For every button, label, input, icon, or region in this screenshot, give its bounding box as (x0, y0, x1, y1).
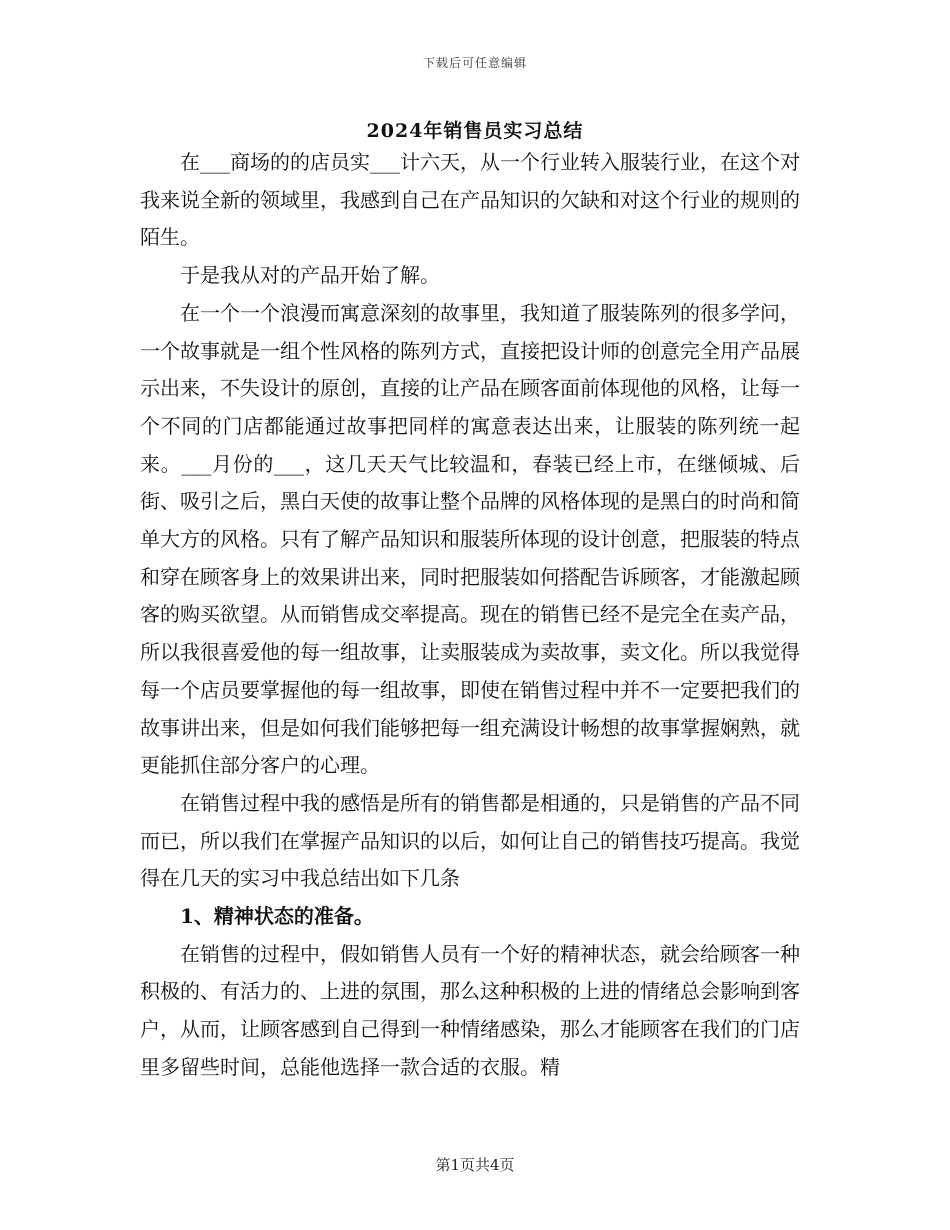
document-title: 2024年销售员实习总结 (366, 120, 584, 142)
paragraph: 在一个一个浪漫而寓意深刻的故事里，我知道了服装陈列的很多学问，一个故事就是一组个性风格的陈列方式，直接把设计师的创意完全用产品展示出来，不失设计的原创，直接的让产品在顾客面前体现他的风格，让每一个不同的门店都能通过故事把同样的寓意表达出来，让服装的陈列统一起来。___月份的___，这几天天气比较温和，春装已经上市，在继倾城、后街、吸引之后，黑白天使的故事让整个品牌的风格体现的是黑白的时尚和简单大方的风格。只有了解产品知识和服装所体现的设计创意，把服装的特点和穿在顾客身上的效果讲出来，同时把服装如何搭配告诉顾客，才能激起顾客的购买欲望。从而销售成交率提高。现在的销售已经不是完全在卖产品，所以我很喜爱他的每一组故事，让卖服装成为卖故事，卖文化。所以我觉得每一个店员要掌握他的每一组故事，即使在销售过程中并不一定要把我们的故事讲出来，但是如何我们能够把每一组充满设计畅想的故事掌握娴熟，就更能抓住部分客户的心理。 (140, 300, 800, 778)
document-body (140, 144, 800, 1087)
section-heading: 1、精神状态的准备。 (180, 904, 374, 929)
paragraph: 于是我从对的产品开始了解。 (180, 263, 440, 288)
paragraph: 在销售过程中我的感悟是所有的销售都是相通的，只是销售的产品不同而已，所以我们在掌握产品知识的以后，如何让自己的销售技巧提高。我觉得在几天的实习中我总结出如下几条 (140, 790, 800, 891)
page-header: 下载后可任意编辑 (422, 56, 527, 70)
paragraph: 在销售的过程中，假如销售人员有一个好的精神状态，就会给顾客一种积极的、有活力的、上进的氛围，那么这种积极的上进的情绪总会影响到客户，从而，让顾客感到自己得到一种情绪感染，那么才能顾客在我们的门店里多留些时间，总能他选择一款合适的衣服。精 (140, 941, 800, 1079)
page-footer: 第1页共4页 (435, 1156, 515, 1174)
paragraph: 在___商场的的店员实___计六天，从一个行业转入服装行业，在这个对我来说全新的领域里，我感到自己在产品知识的欠缺和对这个行业的规则的陌生。 (140, 150, 800, 250)
